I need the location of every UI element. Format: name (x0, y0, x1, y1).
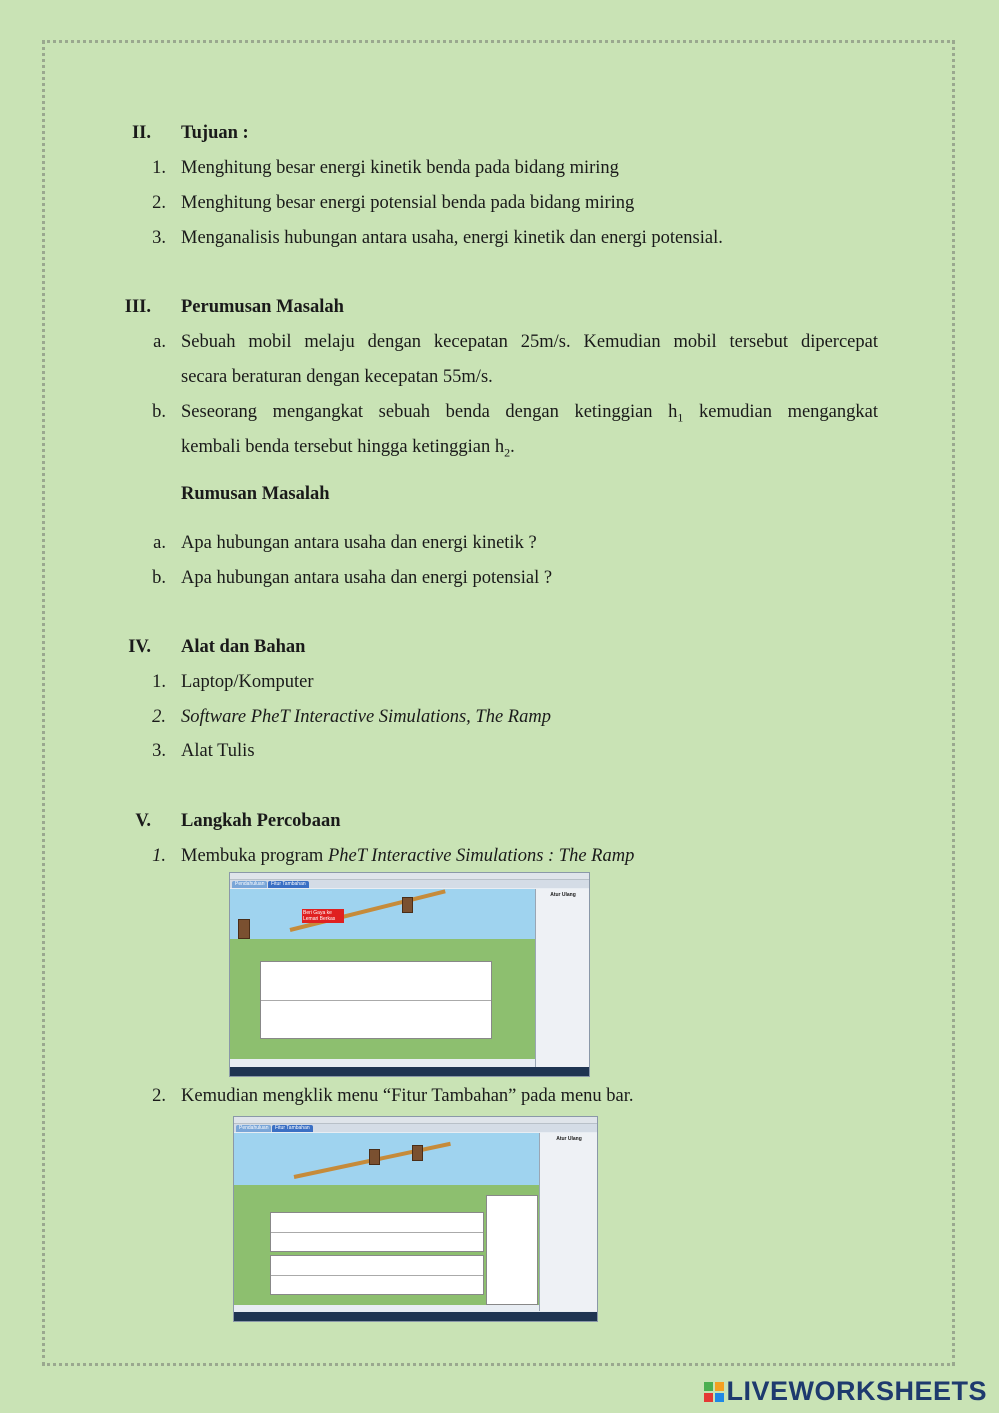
screenshot-phet-ramp-1 (229, 872, 590, 1077)
window-titlebar (234, 1117, 597, 1124)
section-numeral-alat: IV. (128, 637, 151, 657)
section-numeral-tujuan: II. (131, 123, 151, 143)
panel-title: Atur Ulang (556, 1136, 582, 1142)
section-title-alat: Alat dan Bahan (181, 637, 306, 657)
tab-bar (230, 880, 589, 888)
graph-axis-line (271, 1232, 483, 1233)
list-letter: b. (152, 402, 166, 422)
graph-energy (270, 1212, 484, 1252)
list-number: 1. (152, 158, 166, 178)
sky-area (230, 889, 535, 939)
list-number: 3. (152, 228, 166, 248)
section-numeral-perumusan: III. (124, 297, 151, 317)
step-1-text: Membuka program PheT Interactive Simulations : The Ramp (181, 846, 635, 866)
section-title-tujuan: Tujuan : (181, 123, 249, 143)
graph-work (270, 1255, 484, 1295)
problem-a-line1: Sebuah mobil melaju dengan kecepatan 25m/s. Kemudian mobil tersebut dipercepat (181, 332, 878, 352)
tab-fitur-tambahan: Fitur Tambahan (268, 881, 309, 888)
cabinet-shape (238, 919, 250, 939)
control-panel (535, 889, 590, 1067)
list-number: 2. (152, 1086, 166, 1106)
list-number: 2. (152, 193, 166, 213)
force-label: Beri Gaya ke Lemari Berkas (302, 909, 344, 923)
list-item: Menganalisis hubungan antara usaha, energi kinetik dan energi potensial. (181, 228, 723, 248)
logo-text: LIVEWORKSHEETS (726, 1376, 987, 1406)
graph-area (260, 961, 492, 1039)
problem-a-line2: secara beraturan dengan kecepatan 55m/s. (181, 367, 493, 387)
graph-axis-line (271, 1275, 483, 1276)
cabinet-on-ramp (369, 1149, 380, 1165)
section-title-perumusan: Perumusan Masalah (181, 297, 344, 317)
list-number: 3. (152, 741, 166, 761)
list-item: Apa hubungan antara usaha dan energi potensial ? (181, 568, 553, 588)
list-number: 2. (152, 707, 166, 727)
tab-pendahuluan: Pendahuluan (236, 1125, 271, 1132)
panel-title: Atur Ulang (550, 892, 576, 898)
list-item: Alat Tulis (181, 741, 255, 761)
windows-taskbar (234, 1312, 597, 1321)
list-letter: a. (153, 332, 166, 352)
cabinet-end (412, 1145, 423, 1161)
problem-b-line2: kembali benda tersebut hingga ketinggian $h_2$. (181, 437, 515, 460)
liveworksheets-logo (704, 1376, 987, 1407)
cabinet-on-ramp (402, 897, 413, 913)
list-item: Software PheT Interactive Simulations, The Ramp (181, 707, 551, 727)
list-item: Laptop/Komputer (181, 672, 314, 692)
list-number: 1. (152, 672, 166, 692)
window-titlebar (230, 873, 589, 880)
list-item: Menghitung besar energi potensial benda pada bidang miring (181, 193, 635, 213)
liveworksheets-logo-icon (704, 1382, 724, 1402)
section-title-langkah: Langkah Percobaan (181, 811, 341, 831)
list-letter: b. (152, 568, 166, 588)
step-2-text: Kemudian mengklik menu “Fitur Tambahan” pada menu bar. (181, 1086, 634, 1106)
list-item: Apa hubungan antara usaha dan energi kinetik ? (181, 533, 537, 553)
section-numeral-langkah: V. (135, 811, 151, 831)
list-number: 1. (152, 846, 166, 866)
tab-bar (234, 1124, 597, 1132)
windows-taskbar (230, 1067, 589, 1076)
tab-pendahuluan: Pendahuluan (232, 881, 267, 888)
graph-axis-line (261, 1000, 491, 1001)
screenshot-phet-ramp-2 (233, 1116, 598, 1322)
list-letter: a. (153, 533, 166, 553)
tab-fitur-tambahan: Fitur Tambahan (272, 1125, 313, 1132)
problem-b-line1: Seseorang mengangkat sebuah benda dengan ketinggian $h_1$ kemudian mengangkat (181, 402, 878, 425)
subsection-title-rumusan: Rumusan Masalah (181, 484, 330, 504)
list-item: Menghitung besar energi kinetik benda pada bidang miring (181, 158, 619, 178)
bar-chart-area (486, 1195, 538, 1305)
control-panel (539, 1133, 598, 1311)
